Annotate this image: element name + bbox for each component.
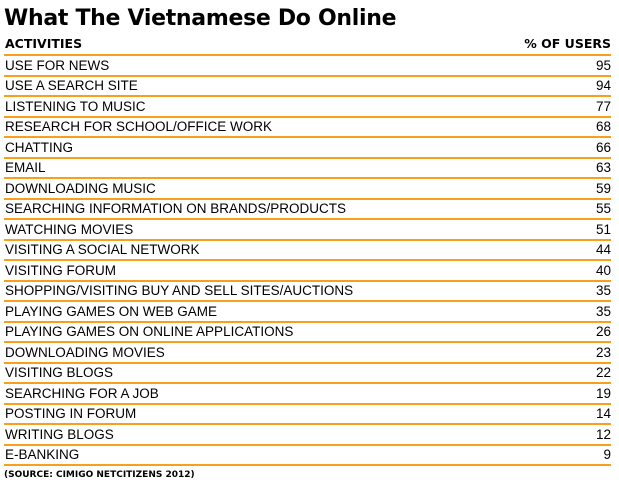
- row-label: VISITING FORUM: [5, 262, 116, 278]
- table-row: [4, 77, 611, 98]
- row-value: 12: [595, 426, 611, 442]
- table-row: [4, 425, 611, 446]
- column-header-activities: ACTIVITIES: [5, 36, 83, 51]
- row-label: E-BANKING: [5, 447, 80, 462]
- row-label: PLAYING GAMES ON ONLINE APPLICATIONS: [5, 324, 294, 339]
- row-label: PLAYING GAMES ON WEB GAME: [5, 303, 218, 319]
- table-row: [4, 179, 611, 200]
- row-value: 35: [595, 283, 611, 298]
- row-value: 26: [595, 324, 611, 339]
- table-row: [4, 220, 611, 241]
- column-header-percent-users: % OF USERS: [524, 36, 611, 51]
- table-row: [4, 405, 611, 426]
- row-label: WRITING BLOGS: [5, 426, 114, 442]
- row-label: USE A SEARCH SITE: [5, 78, 138, 93]
- row-label: CHATTING: [5, 139, 73, 155]
- row-value: 94: [595, 78, 611, 93]
- source-note: (SOURCE: CIMIGO NETCITIZENS 2012): [4, 470, 195, 480]
- row-value: 40: [595, 262, 611, 278]
- table-row: [4, 364, 611, 385]
- chart-title: What The Vietnamese Do Online: [4, 6, 397, 31]
- row-value: 77: [595, 98, 611, 114]
- table-row: [4, 97, 611, 118]
- table-row: [4, 446, 611, 467]
- row-value: 23: [595, 344, 611, 360]
- row-label: SEARCHING INFORMATION ON BRANDS/PRODUCTS: [5, 201, 347, 216]
- row-label: POSTING IN FORUM: [5, 406, 137, 421]
- row-value: 68: [595, 119, 611, 134]
- table-row: [4, 261, 611, 282]
- row-value: 63: [595, 160, 611, 175]
- row-label: VISITING BLOGS: [5, 365, 114, 380]
- row-value: 95: [595, 57, 611, 73]
- table-row: [4, 282, 611, 303]
- row-value: 51: [595, 221, 611, 237]
- table-row: [4, 343, 611, 364]
- row-label: DOWNLOADING MOVIES: [5, 344, 165, 360]
- table-row: [4, 159, 611, 180]
- table-row: [4, 384, 611, 405]
- table-row: [4, 138, 611, 159]
- row-label: DOWNLOADING MUSIC: [5, 180, 156, 196]
- table-row: [4, 56, 611, 77]
- row-value: 35: [595, 303, 611, 319]
- row-label: SEARCHING FOR A JOB: [5, 385, 159, 401]
- row-label: VISITING A SOCIAL NETWORK: [5, 242, 200, 257]
- row-label: RESEARCH FOR SCHOOL/OFFICE WORK: [5, 119, 273, 134]
- row-value: 59: [595, 180, 611, 196]
- table-row: [4, 241, 611, 262]
- table-row: [4, 302, 611, 323]
- row-label: LISTENING TO MUSIC: [5, 98, 146, 114]
- row-label: SHOPPING/VISITING BUY AND SELL SITES/AUCTIONS: [5, 283, 354, 298]
- table-body: [4, 56, 611, 466]
- table-header: [4, 34, 611, 56]
- row-value: 66: [595, 139, 611, 155]
- row-value: 44: [595, 242, 611, 257]
- table-row: [4, 200, 611, 221]
- table-row: [4, 118, 611, 139]
- row-value: 19: [595, 385, 611, 401]
- row-value: 55: [595, 201, 611, 216]
- row-value: 9: [603, 447, 611, 462]
- row-label: WATCHING MOVIES: [5, 221, 134, 237]
- row-value: 14: [595, 406, 611, 421]
- row-label: USE FOR NEWS: [5, 57, 110, 73]
- table-row: [4, 323, 611, 344]
- row-value: 22: [595, 365, 611, 380]
- row-label: EMAIL: [5, 160, 46, 175]
- chart-table: [4, 4, 611, 481]
